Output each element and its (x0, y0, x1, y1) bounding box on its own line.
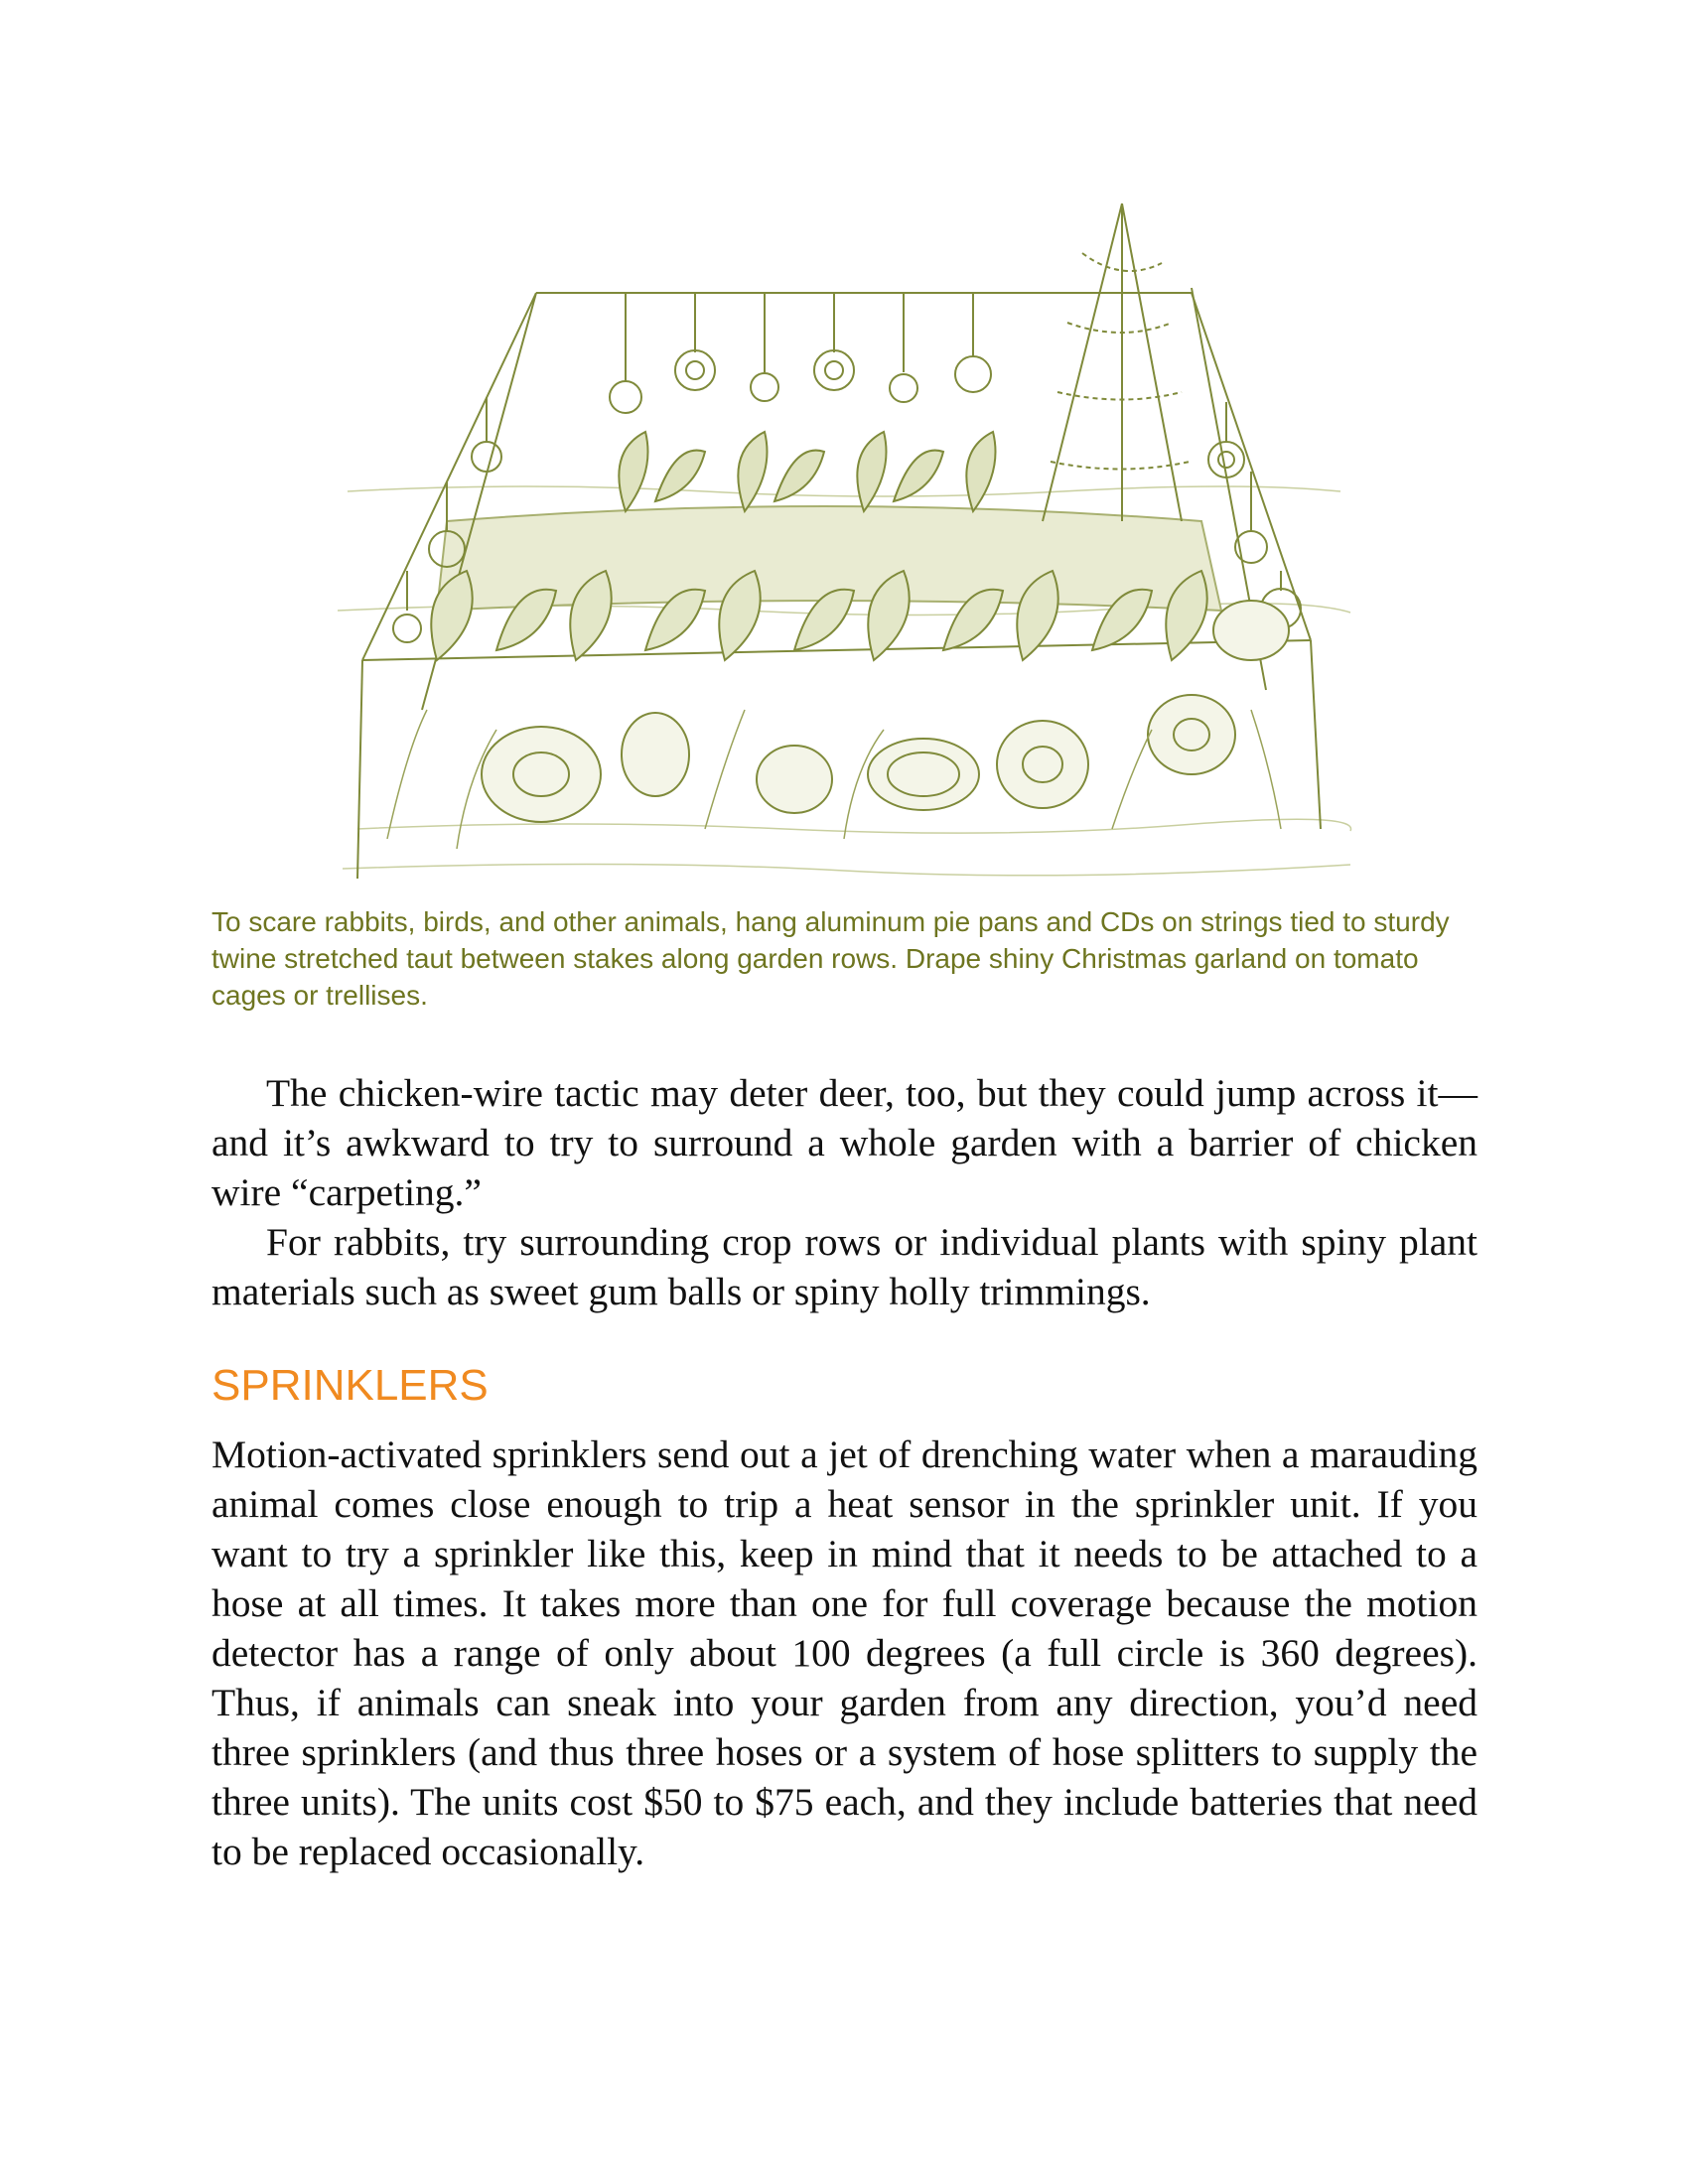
trellis-tepee (1043, 204, 1190, 521)
figure-caption: To scare rabbits, birds, and other animals, hang aluminum pie pans and CDs on strings tied to sturdy twine stretched taut between stakes along garden rows. Drape shiny Christmas garland on tomato cages or trellises. (211, 906, 1450, 1011)
plants-back-row (619, 432, 995, 511)
paragraph-rabbits: For rabbits, try surrounding crop rows or individual plants with spiny plant materials such as sweet gum balls or spiny holly trimmings. (211, 1220, 1477, 1313)
garden-scare-devices-illustration (328, 194, 1360, 888)
section-heading-sprinklers: SPRINKLERS (211, 1361, 489, 1410)
stake-front-right (1311, 640, 1321, 829)
paragraph-sprinklers: Motion-activated sprinklers send out a jet of drenching water when a marauding animal comes close enough to trip a heat sensor in the sprinkler unit. If you want to try a sprinkler like this, keep in mind that it needs to be attached to a hose at all times. It takes more than one for full coverage because the motion detector has a range of only about 100 degrees (a full circle is 360 degrees). Thus, if animals can sneak into your garden from any direction, you’d need three sprinklers (and thus three hoses or a system of hose splitters to supply the three units). The units cost $50 to $75 each, and they include batteries that need to be replaced occasionally. (211, 1433, 1477, 1873)
stake-front-left (357, 660, 362, 879)
hanging-pans-back (610, 293, 991, 413)
paragraph-chicken-wire: The chicken-wire tactic may deter deer, too, but they could jump across it—and it’s awkward to try to surround a whole garden with a barrier of chicken wire “carpeting.” (211, 1071, 1477, 1214)
